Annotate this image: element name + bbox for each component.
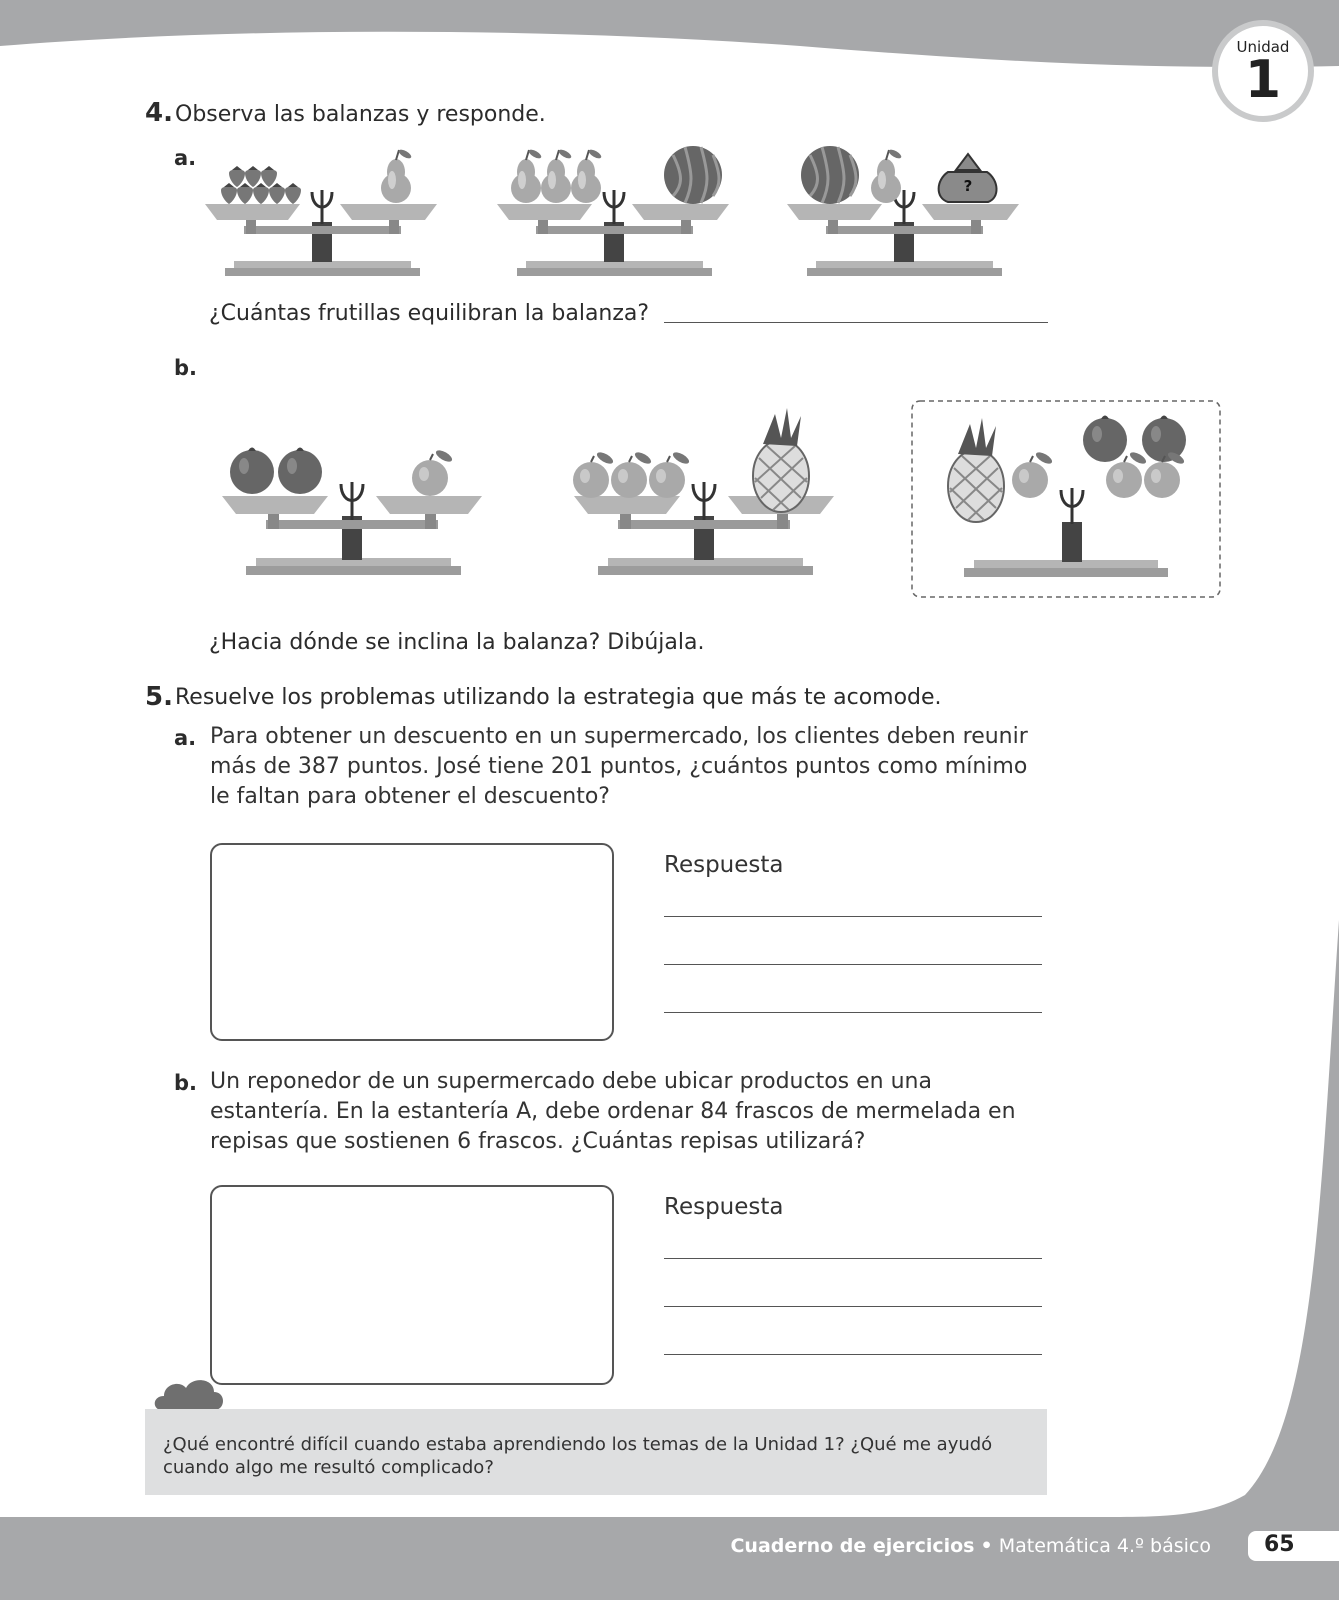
q5a-label: a. (174, 726, 197, 750)
reflection-text (163, 1433, 992, 1479)
reflection-line: ¿Qué encontré difícil cuando estaba aprendiendo los temas de la Unidad 1? ¿Qué me ayudó (163, 1434, 993, 1455)
q4b-scales (210, 398, 1230, 598)
q4b-question: ¿Hacia dónde se inclina la balanza? Dibújala. (209, 630, 705, 655)
q5a-answer-label: Respuesta (664, 852, 784, 878)
footer-book: Cuaderno de ejercicios (730, 1535, 975, 1557)
q5b-line: Un reponedor de un supermercado debe ubicar productos en una (210, 1069, 932, 1094)
q5-instruction: Resuelve los problemas utilizando la estrategia que más te acomode. (175, 685, 942, 710)
reflection-line: cuando algo me resultó complicado? (163, 1457, 494, 1478)
footer (730, 1535, 1211, 1557)
money-bag-icon (939, 154, 997, 202)
q4a-answer-line[interactable] (664, 322, 1048, 323)
q5b-line: estantería. En la estantería A, debe ordenar 84 frascos de mermelada en (210, 1099, 1016, 1124)
page-number: 65 (1264, 1532, 1295, 1557)
footer-separator: • (980, 1535, 993, 1557)
q5b-answer-label: Respuesta (664, 1194, 784, 1220)
q5a-line: Para obtener un descuento en un supermercado, los clientes deben reunir (210, 724, 1028, 749)
q5a-text (210, 722, 1060, 812)
q5a-work-box[interactable] (210, 843, 614, 1041)
q5a-line: más de 387 puntos. José tiene 201 puntos, ¿cuántos puntos como mínimo (210, 754, 1028, 779)
q4b-label: b. (174, 356, 198, 380)
q4a-scales (200, 140, 1050, 290)
q4a-question: ¿Cuántas frutillas equilibran la balanza? (209, 301, 650, 326)
q5a-answer-line[interactable] (664, 916, 1042, 917)
q5b-work-box[interactable] (210, 1185, 614, 1385)
footer-subject: Matemática 4.º básico (998, 1535, 1211, 1557)
unit-label: Unidad (1236, 38, 1290, 56)
unknown-mark: ? (963, 177, 973, 195)
q5b-text (210, 1067, 1060, 1157)
unit-number: 1 (1244, 50, 1282, 110)
q5a-line: le faltan para obtener el descuento? (210, 784, 610, 809)
q5-number: 5. (145, 682, 173, 712)
q4a-label: a. (174, 146, 197, 170)
q5b-answer-line[interactable] (664, 1306, 1042, 1307)
unit-badge (1212, 20, 1314, 122)
reflection-box (145, 1409, 1047, 1495)
q4-number: 4. (145, 98, 173, 128)
q5a-answer-line[interactable] (664, 964, 1042, 965)
q5b-label: b. (174, 1071, 198, 1095)
page-number-tab (1248, 1531, 1339, 1561)
q4-instruction: Observa las balanzas y responde. (175, 102, 546, 127)
q5a-answer-line[interactable] (664, 1012, 1042, 1013)
q5b-answer-line[interactable] (664, 1354, 1042, 1355)
q5b-line: repisas que sostienen 6 frascos. ¿Cuántas repisas utilizará? (210, 1129, 866, 1154)
q5b-answer-line[interactable] (664, 1258, 1042, 1259)
